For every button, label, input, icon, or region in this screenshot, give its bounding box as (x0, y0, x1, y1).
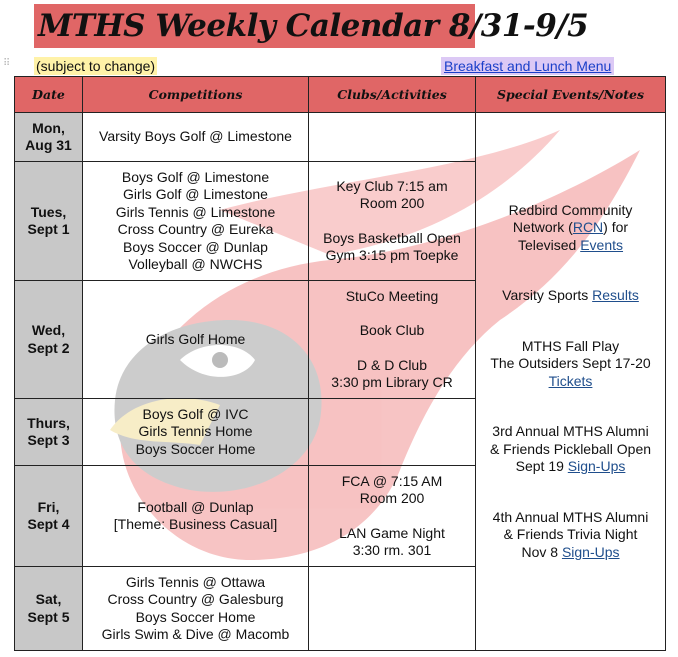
tickets-link[interactable]: Tickets (548, 372, 593, 389)
clubs-cell (309, 466, 476, 567)
competition-item: Girls Golf @ Limestone (123, 186, 268, 202)
club-item: Book Club (359, 322, 425, 338)
competition-item: Girls Tennis @ Ottawa (125, 573, 266, 590)
rcn-text: Network ( (512, 219, 573, 236)
header-date: Date (15, 77, 83, 113)
pickleball-line-2: & Friends Pickleball Open (489, 440, 652, 457)
competition-item: Boys Soccer @ Dunlap (123, 238, 268, 255)
date-month: Sept 2 (27, 339, 70, 356)
table-row (15, 113, 666, 162)
clubs-cell (309, 399, 476, 466)
header-special: Special Events/Notes (476, 77, 666, 113)
clubs-cell (309, 162, 476, 281)
club-item: Key Club 7:15 am (336, 177, 448, 194)
competition-item: Football @ Dunlap (137, 498, 254, 515)
rcn-line-2 (480, 219, 661, 237)
competitions-cell (83, 466, 309, 567)
date-day: Mon, (32, 119, 65, 136)
date-cell (15, 113, 83, 162)
clubs-cell (309, 567, 476, 651)
date-month: Aug 31 (25, 137, 72, 153)
sports-line (480, 287, 661, 305)
date-cell (15, 162, 83, 281)
competition-item: [Theme: Business Casual] (113, 516, 278, 532)
competitions-cell (83, 567, 309, 651)
date-month: Sept 1 (27, 221, 70, 237)
pickleball-date: Sept 19 (515, 458, 568, 475)
play-line-1: MTHS Fall Play (521, 337, 620, 354)
pickleball-line-3 (480, 458, 661, 476)
televised-text: Televised (517, 236, 581, 253)
rcn-link[interactable]: RCN (572, 219, 604, 236)
competition-item: Girls Tennis Home (138, 423, 253, 440)
competitions-cell (83, 113, 309, 162)
menu-link[interactable]: Breakfast and Lunch Menu (441, 57, 614, 75)
competition-item: Volleyball @ NWCHS (128, 256, 263, 272)
club-item: Room 200 (359, 195, 425, 211)
club-item: 3:30 rm. 301 (352, 542, 432, 558)
rcn-text-end: ) for (603, 219, 629, 236)
date-cell (15, 567, 83, 651)
drag-handle-icon[interactable]: ⠿ (3, 58, 11, 69)
competition-item: Boys Soccer Home (135, 440, 256, 457)
date-cell (15, 281, 83, 399)
date-day: Fri, (37, 498, 60, 515)
subtitle-note: (subject to change) (36, 58, 156, 74)
competitions-cell (83, 162, 309, 281)
club-item: StuCo Meeting (345, 287, 439, 304)
competition-item: Girls Golf Home (145, 330, 246, 347)
trivia-line-1: 4th Annual MTHS Alumni (492, 508, 649, 525)
date-day: Sat, (35, 591, 62, 607)
competition-item: Varsity Boys Golf @ Limestone (99, 128, 292, 145)
club-item: 3:30 pm Library CR (331, 374, 453, 390)
pickleball-signup-link[interactable]: Sign-Ups (567, 458, 626, 475)
date-month: Sept 3 (27, 432, 70, 448)
clubs-cell (309, 281, 476, 399)
header-clubs: Clubs/Activities (309, 77, 476, 113)
play-line-2: The Outsiders Sept 17-20 (490, 355, 651, 372)
date-day: Wed, (31, 322, 66, 338)
date-day: Tues, (30, 203, 67, 220)
competitions-cell (83, 281, 309, 399)
pickleball-line-1: 3rd Annual MTHS Alumni (492, 423, 649, 440)
header-competitions: Competitions (83, 77, 309, 113)
clubs-cell (309, 113, 476, 162)
club-item: LAN Game Night (339, 524, 445, 541)
competitions-cell (83, 399, 309, 466)
trivia-date: Nov 8 (521, 543, 562, 560)
trivia-line-3 (480, 544, 661, 562)
competition-item: Cross Country @ Eureka (117, 221, 274, 237)
calendar-table (14, 76, 666, 651)
competition-item: Cross Country @ Galesburg (107, 591, 284, 607)
header-row (15, 77, 666, 113)
events-link[interactable]: Events (580, 236, 624, 253)
competition-item: Girls Swim & Dive @ Macomb (101, 626, 290, 642)
date-month: Sept 4 (27, 516, 70, 532)
results-link[interactable]: Results (592, 287, 639, 304)
special-events-cell (476, 113, 666, 651)
club-item: FCA @ 7:15 AM (341, 472, 443, 489)
club-item: D & D Club (356, 356, 428, 373)
rcn-line-3 (480, 237, 661, 255)
competition-item: Boys Golf @ Limestone (121, 168, 270, 185)
date-cell (15, 466, 83, 567)
rcn-line-1: Redbird Community (508, 201, 633, 218)
sports-text: Varsity Sports (502, 287, 593, 304)
trivia-signup-link[interactable]: Sign-Ups (561, 543, 620, 560)
competition-item: Boys Soccer Home (135, 608, 256, 625)
date-month: Sept 5 (27, 608, 70, 625)
competition-item: Boys Golf @ IVC (142, 405, 249, 422)
date-day: Thurs, (27, 414, 70, 431)
club-item: Room 200 (359, 490, 425, 506)
trivia-line-2: & Friends Trivia Night (503, 526, 638, 543)
club-item: Gym 3:15 pm Toepke (325, 247, 459, 263)
club-item: Boys Basketball Open (323, 229, 461, 246)
competition-item: Girls Tennis @ Limestone (115, 203, 276, 220)
page-title: MTHS Weekly Calendar 8/31-9/5 (38, 8, 589, 44)
date-cell (15, 399, 83, 466)
